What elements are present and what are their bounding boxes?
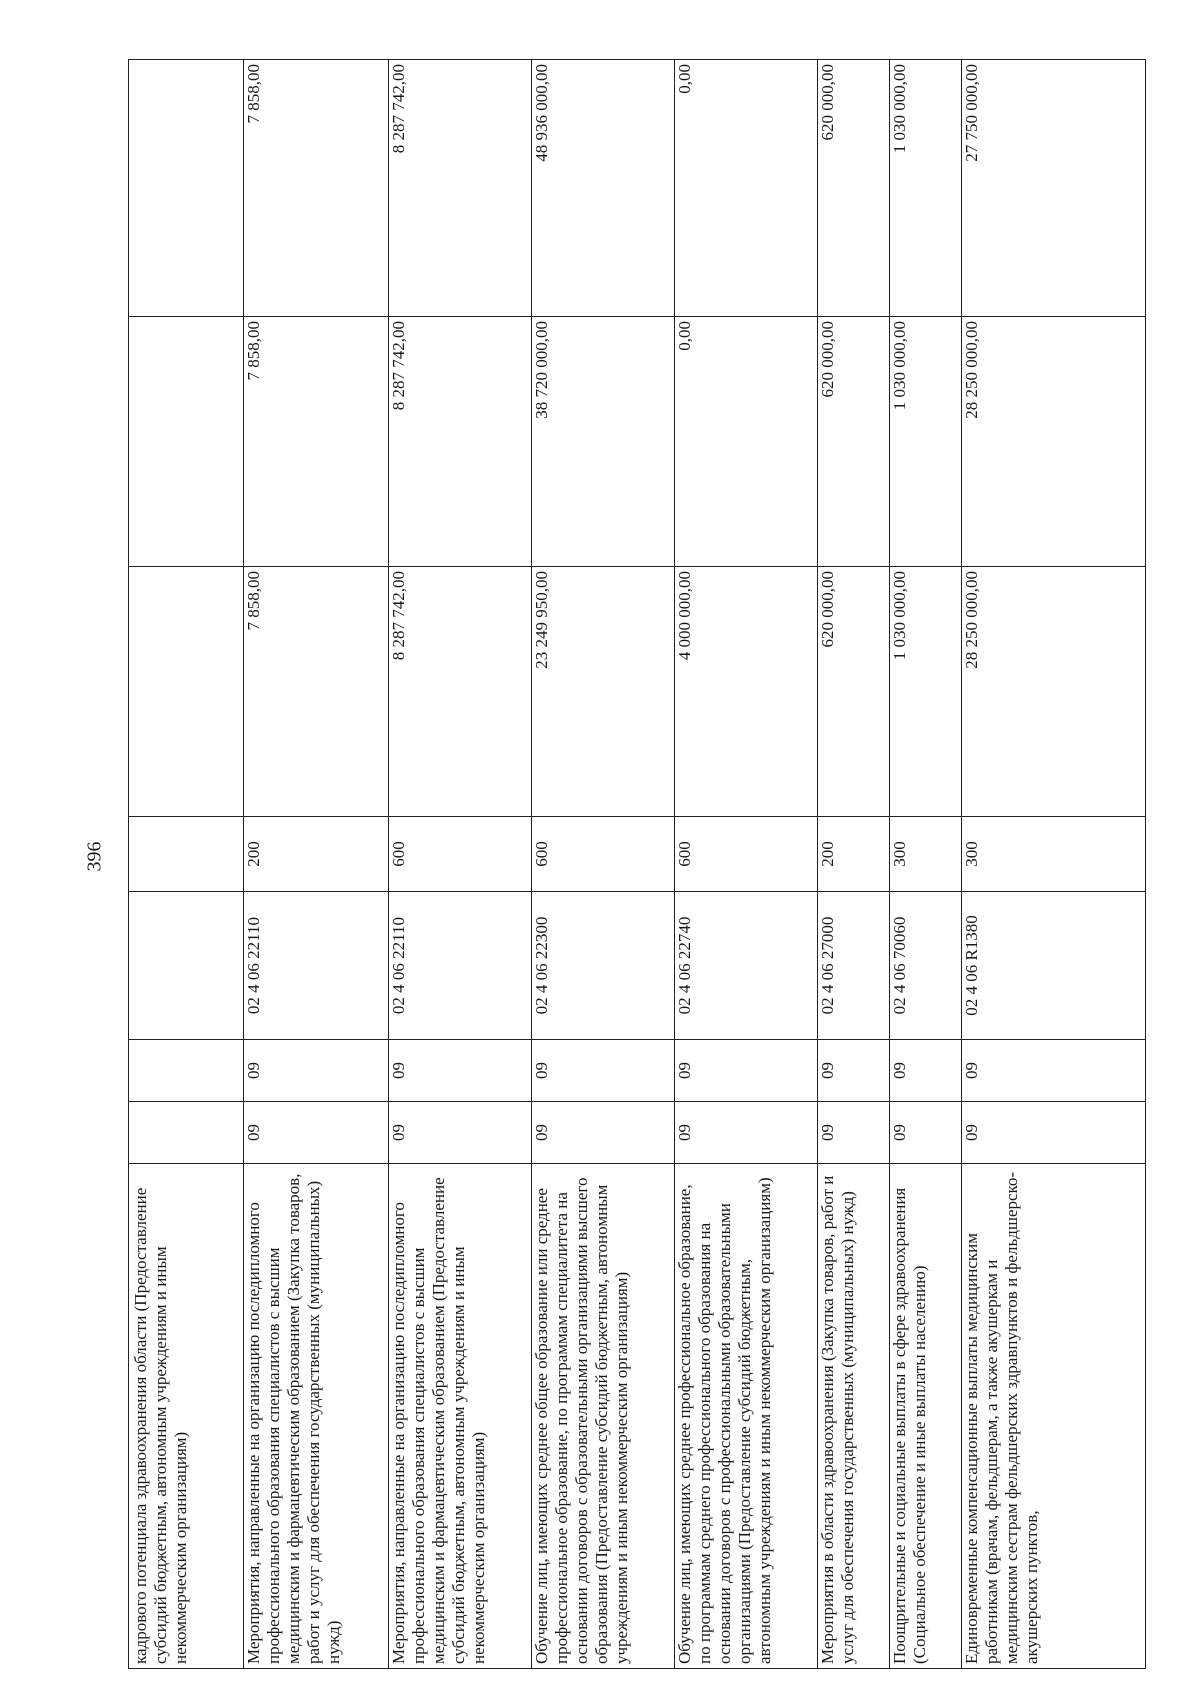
section-code: 09 bbox=[962, 1040, 1146, 1102]
expense-type-code: 600 bbox=[389, 817, 532, 892]
amount-cell: 1 030 000,00 bbox=[890, 567, 962, 817]
amount-cell: 28 250 000,00 bbox=[962, 317, 1146, 567]
page-number: 396 bbox=[83, 841, 106, 872]
amount-cell: 7 858,00 bbox=[244, 567, 389, 817]
amount-cell: 620 000,00 bbox=[818, 60, 890, 317]
target-code: 02 4 06 R1380 bbox=[962, 892, 1146, 1040]
expense-type-code: 200 bbox=[244, 817, 389, 892]
amount-cell: 28 250 000,00 bbox=[962, 567, 1146, 817]
amount-cell: 7 858,00 bbox=[244, 317, 389, 567]
row-description: Обучение лиц, имеющих среднее профессиональное образование, по программам среднего профессионального образования на основании договоров с профессиональными образовательными организациями (Предоставление субсидий бюджетным, автономным учреждениям и иным некоммерческим организациям) bbox=[675, 1164, 818, 1669]
section-code: 09 bbox=[532, 1040, 675, 1102]
expense-type-code bbox=[129, 817, 244, 892]
target-code: 02 4 06 22740 bbox=[675, 892, 818, 1040]
target-code: 02 4 06 22110 bbox=[244, 892, 389, 1040]
row-description: Мероприятия в области здравоохранения (Закупка товаров, работ и услуг для обеспечения государственных (муниципальных) нужд) bbox=[818, 1164, 890, 1669]
table-row bbox=[675, 60, 818, 1669]
ministry-code: 09 bbox=[818, 1102, 890, 1164]
amount-cell: 4 000 000,00 bbox=[675, 567, 818, 817]
row-description: Обучение лиц, имеющих среднее общее образование или среднее профессиональное образование, по программам специалитета на основании договоров с образовательными организациями высшего образования (Предоставление субсидий бюджетным, автономным учреждениям и иным некоммерческим организациям) bbox=[532, 1164, 675, 1669]
section-code: 09 bbox=[389, 1040, 532, 1102]
expense-type-code: 300 bbox=[890, 817, 962, 892]
amount-cell: 620 000,00 bbox=[818, 317, 890, 567]
table-row bbox=[129, 60, 244, 1669]
target-code: 02 4 06 22110 bbox=[389, 892, 532, 1040]
amount-cell: 23 249 950,00 bbox=[532, 567, 675, 817]
section-code: 09 bbox=[890, 1040, 962, 1102]
amount-cell: 27 750 000,00 bbox=[962, 60, 1146, 317]
row-description: Мероприятия, направленные на организацию последипломного профессионального образования специалистов с высшим медицинским и фармацевтическим образованием (Закупка товаров, работ и услуг для обеспечения государственных (муниципальных) нужд) bbox=[244, 1164, 389, 1669]
amount-cell: 48 936 000,00 bbox=[532, 60, 675, 317]
table-row bbox=[962, 60, 1146, 1669]
row-description: Единовременные компенсационные выплаты медицинским работникам (врачам, фельдшерам, а также акушеркам и медицинским сестрам фельдшерских здравпунктов и фельдшерско-акушерских пунктов, bbox=[962, 1164, 1146, 1669]
amount-cell: 8 287 742,00 bbox=[389, 60, 532, 317]
row-description: Поощрительные и социальные выплаты в сфере здравоохранения (Социальное обеспечение и иные выплаты населению) bbox=[890, 1164, 962, 1669]
table-row bbox=[890, 60, 962, 1669]
expense-type-code: 200 bbox=[818, 817, 890, 892]
section-code: 09 bbox=[675, 1040, 818, 1102]
target-code: 02 4 06 70060 bbox=[890, 892, 962, 1040]
target-code bbox=[129, 892, 244, 1040]
amount-cell: 8 287 742,00 bbox=[389, 567, 532, 817]
amount-cell bbox=[129, 567, 244, 817]
table-row bbox=[818, 60, 890, 1669]
table-row bbox=[244, 60, 389, 1669]
ministry-code: 09 bbox=[532, 1102, 675, 1164]
amount-cell: 8 287 742,00 bbox=[389, 317, 532, 567]
table-row bbox=[532, 60, 675, 1669]
amount-cell: 7 858,00 bbox=[244, 60, 389, 317]
expense-type-code: 600 bbox=[532, 817, 675, 892]
target-code: 02 4 06 22300 bbox=[532, 892, 675, 1040]
section-code: 09 bbox=[818, 1040, 890, 1102]
ministry-code: 09 bbox=[244, 1102, 389, 1164]
amount-cell: 1 030 000,00 bbox=[890, 317, 962, 567]
row-description: кадрового потенциала здравоохранения области (Предоставление субсидий бюджетным, автономным учреждениям и иным некоммерческим организациям) bbox=[129, 1164, 244, 1669]
rotated-page bbox=[128, 60, 1200, 1664]
row-description: Мероприятия, направленные на организацию последипломного профессионального образования специалистов с высшим медицинским и фармацевтическим образованием (Предоставление субсидий бюджетным, автономным учреждениям и иным некоммерческим организациям) bbox=[389, 1164, 532, 1669]
amount-cell: 1 030 000,00 bbox=[890, 60, 962, 317]
ministry-code: 09 bbox=[962, 1102, 1146, 1164]
amount-cell: 0,00 bbox=[675, 317, 818, 567]
ministry-code: 09 bbox=[675, 1102, 818, 1164]
amount-cell: 0,00 bbox=[675, 60, 818, 317]
ministry-code: 09 bbox=[890, 1102, 962, 1164]
table-row bbox=[389, 60, 532, 1669]
expense-type-code: 300 bbox=[962, 817, 1146, 892]
section-code: 09 bbox=[244, 1040, 389, 1102]
ministry-code: 09 bbox=[389, 1102, 532, 1164]
ministry-code bbox=[129, 1102, 244, 1164]
budget-table bbox=[128, 59, 1146, 1669]
amount-cell: 38 720 000,00 bbox=[532, 317, 675, 567]
amount-cell: 620 000,00 bbox=[818, 567, 890, 817]
amount-cell bbox=[129, 60, 244, 317]
target-code: 02 4 06 27000 bbox=[818, 892, 890, 1040]
section-code bbox=[129, 1040, 244, 1102]
amount-cell bbox=[129, 317, 244, 567]
expense-type-code: 600 bbox=[675, 817, 818, 892]
